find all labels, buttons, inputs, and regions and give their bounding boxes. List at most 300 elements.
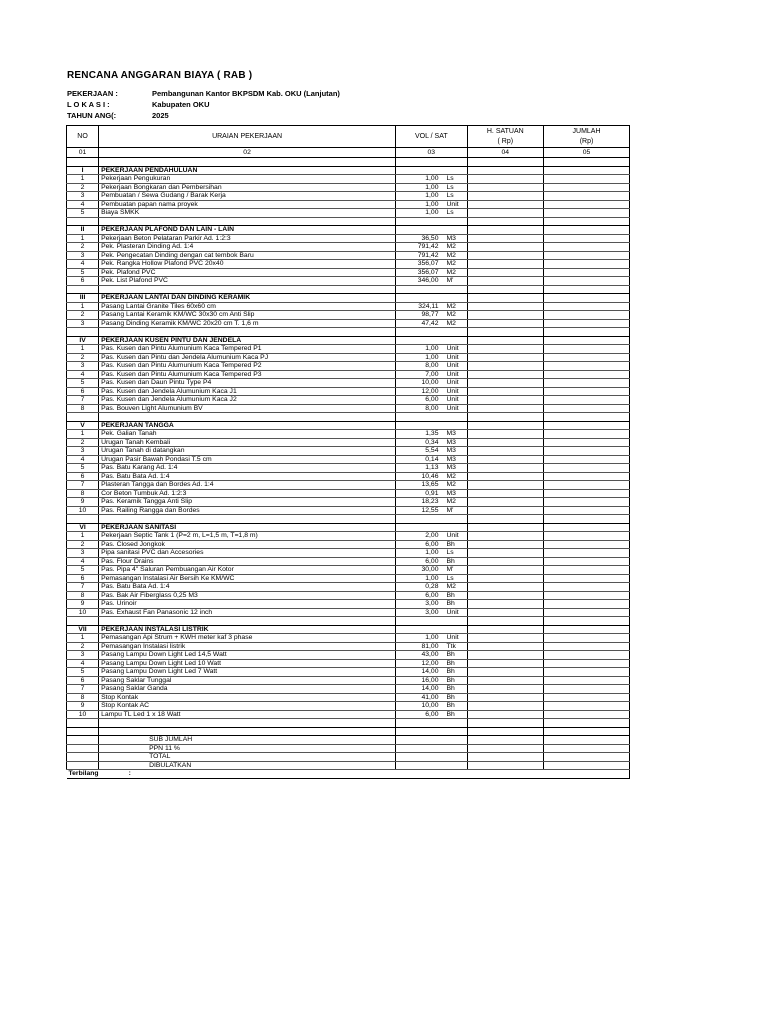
item-unit-price: [467, 438, 544, 447]
empty-cell: [99, 515, 396, 524]
item-number: 5: [67, 668, 99, 677]
item-description: Pas. Bak Air Fiberglass 0,25 M3: [99, 591, 396, 600]
item-volume: 7,00: [425, 370, 439, 378]
table-row: [67, 183, 630, 192]
volume-wrap: [398, 694, 464, 702]
empty-cell: [396, 744, 467, 753]
empty-cell: [467, 727, 544, 736]
item-unit: M2: [446, 498, 456, 505]
item-unit-price: [467, 302, 544, 311]
item-description: Pemasangan Api Strum + KWH meter kaf 3 phase: [99, 634, 396, 643]
item-unit: M2: [446, 268, 456, 276]
blank-row: [67, 617, 630, 626]
item-unit: Bh: [446, 591, 455, 599]
item-number: 1: [67, 234, 99, 243]
item-unit-price: [467, 710, 544, 719]
summary-row: [67, 753, 630, 762]
item-description: Pas. Batu Bata Ad. 1:4: [99, 583, 396, 592]
item-volume-cell: [396, 583, 467, 592]
item-description: Urugan Pasir Bawah Pondasi T.5 cm: [99, 455, 396, 464]
item-total: [544, 481, 630, 490]
item-number: 6: [67, 387, 99, 396]
item-unit: Ls: [446, 192, 454, 199]
item-unit: M': [446, 277, 454, 284]
item-volume-cell: [396, 192, 467, 201]
item-total: [544, 362, 630, 371]
section-number: IV: [67, 336, 99, 345]
item-number: 4: [67, 200, 99, 209]
empty-cell: [544, 727, 630, 736]
empty-cell: [99, 158, 396, 167]
item-total: [544, 591, 630, 600]
section-header-row: [67, 336, 630, 345]
item-total: [544, 319, 630, 328]
item-unit: Bh: [446, 685, 455, 692]
item-unit-price: [467, 404, 544, 413]
item-volume-cell: [396, 319, 467, 328]
empty-cell: [467, 719, 544, 728]
table-row: [67, 557, 630, 566]
item-unit-price: [467, 464, 544, 473]
volume-wrap: [398, 277, 464, 285]
item-unit-price: [467, 600, 544, 609]
item-unit: Bh: [446, 540, 455, 548]
item-unit-price: [467, 234, 544, 243]
item-unit: Ttk: [446, 642, 456, 650]
item-number: 2: [67, 243, 99, 252]
item-number: 5: [67, 464, 99, 473]
item-number: 10: [67, 608, 99, 617]
item-total: [544, 634, 630, 643]
table-row: [67, 574, 630, 583]
item-number: 9: [67, 498, 99, 507]
item-description: Pas. Kusen dan Jendela Alumunium Kaca J1: [99, 387, 396, 396]
empty-cell: [67, 328, 99, 337]
item-number: 7: [67, 583, 99, 592]
item-description: Pasang Lampu Down Light Led 14,5 Watt: [99, 651, 396, 660]
item-total: [544, 642, 630, 651]
item-unit-price: [467, 583, 544, 592]
item-total: [544, 192, 630, 201]
item-volume: 41,00: [421, 693, 439, 701]
item-description: Stop Kontak AC: [99, 702, 396, 711]
item-unit-price: [467, 608, 544, 617]
volume-wrap: [398, 243, 464, 251]
item-unit-price: [467, 634, 544, 643]
item-unit: M2: [446, 481, 456, 488]
item-number: 6: [67, 472, 99, 481]
item-unit: M2: [446, 302, 456, 310]
volume-wrap: [398, 600, 464, 608]
table-row: [67, 472, 630, 481]
item-unit-price: [467, 319, 544, 328]
empty-cell: [396, 770, 467, 779]
item-number: 7: [67, 396, 99, 405]
item-total: [544, 549, 630, 558]
section-title: PEKERJAAN PLAFOND DAN LAIN - LAIN: [99, 226, 396, 235]
item-unit-price: [467, 277, 544, 286]
empty-cell: [67, 217, 99, 226]
item-total: [544, 702, 630, 711]
blank-row: [67, 515, 630, 524]
item-description: Pek. Rangka Hollow Plafond PVC 20x40: [99, 260, 396, 269]
item-total: [544, 693, 630, 702]
meta-value: Kabupaten OKU: [152, 100, 210, 109]
item-unit: M2: [446, 260, 456, 267]
item-description: Pemasangan Instalasi Air Bersih Ke KM/WC: [99, 574, 396, 583]
item-volume-cell: [396, 702, 467, 711]
item-number: 10: [67, 710, 99, 719]
item-volume-cell: [396, 506, 467, 515]
item-volume: 1,13: [425, 464, 439, 471]
item-volume: 3,00: [425, 600, 439, 607]
item-number: 1: [67, 634, 99, 643]
volume-wrap: [398, 260, 464, 268]
table-row: [67, 464, 630, 473]
item-description: Pas. Flour Drains: [99, 557, 396, 566]
volume-wrap: [398, 311, 464, 319]
item-description: Pasang Saklar Tunggal: [99, 676, 396, 685]
item-total: [544, 345, 630, 354]
item-number: 1: [67, 175, 99, 184]
item-volume-cell: [396, 200, 467, 209]
item-volume-cell: [396, 642, 467, 651]
item-description: Urugan Tanah di datangkan: [99, 447, 396, 456]
item-total: [544, 472, 630, 481]
item-unit: Unit: [446, 404, 459, 412]
volume-wrap: [398, 175, 464, 183]
item-number: 6: [67, 676, 99, 685]
item-unit: M2: [446, 319, 456, 327]
item-unit: Bh: [446, 676, 455, 684]
item-unit-price: [467, 693, 544, 702]
header-harga-satuan-line2: ( Rp): [497, 137, 514, 145]
volume-wrap: [398, 320, 464, 328]
item-description: Pas. Kusen dan Pintu Alumunium Kaca Tempered P1: [99, 345, 396, 354]
empty-cell: [544, 744, 630, 753]
empty-cell: [467, 753, 544, 762]
volume-wrap: [398, 209, 464, 217]
item-volume-cell: [396, 634, 467, 643]
empty-cell: [544, 761, 630, 770]
volume-wrap: [398, 354, 464, 362]
item-unit: M3: [446, 489, 456, 497]
volume-wrap: [398, 269, 464, 277]
item-volume: 1,00: [425, 192, 439, 199]
item-volume-cell: [396, 685, 467, 694]
item-unit: Bh: [446, 557, 455, 565]
header-harga-satuan-line1: H. SATUAN: [486, 127, 524, 135]
item-volume-cell: [396, 183, 467, 192]
item-unit: M2: [446, 583, 456, 590]
table-row: [67, 481, 630, 490]
item-description: Pek. List Plafond PVC: [99, 277, 396, 286]
item-number: 3: [67, 651, 99, 660]
item-unit-price: [467, 642, 544, 651]
item-volume: 30,00: [421, 566, 439, 573]
table-row: [67, 600, 630, 609]
volume-wrap: [398, 396, 464, 404]
volume-wrap: [398, 303, 464, 311]
item-number: 5: [67, 268, 99, 277]
table-row: [67, 583, 630, 592]
table-row: [67, 676, 630, 685]
item-volume: 6,00: [425, 710, 439, 718]
item-unit-price: [467, 702, 544, 711]
empty-cell: [396, 166, 467, 175]
volume-wrap: [398, 498, 464, 506]
item-volume-cell: [396, 464, 467, 473]
section-header-row: [67, 294, 630, 303]
item-volume: 6,00: [425, 591, 439, 599]
item-unit-price: [467, 183, 544, 192]
table-row: [67, 192, 630, 201]
item-description: Pas. Bouven Light Alumunium BV: [99, 404, 396, 413]
blank-row: [67, 719, 630, 728]
item-volume: 1,00: [425, 175, 439, 182]
empty-cell: [544, 285, 630, 294]
empty-cell: [467, 744, 544, 753]
item-unit-price: [467, 472, 544, 481]
terbilang-cell: [67, 770, 396, 779]
table-row: [67, 710, 630, 719]
item-volume-cell: [396, 549, 467, 558]
col-number: 01: [67, 148, 99, 158]
table-row: [67, 642, 630, 651]
empty-cell: [67, 744, 99, 753]
empty-cell: [396, 158, 467, 167]
item-total: [544, 498, 630, 507]
item-volume-cell: [396, 591, 467, 600]
item-total: [544, 243, 630, 252]
section-header-row: [67, 625, 630, 634]
item-description: Pasang Dinding Keramik KM/WC 20x20 cm T. 1,6 m: [99, 319, 396, 328]
item-volume-cell: [396, 362, 467, 371]
section-title: PEKERJAAN SANITASI: [99, 523, 396, 532]
item-description: Pas. Kusen dan Pintu Alumunium Kaca Tempered P2: [99, 362, 396, 371]
item-unit-price: [467, 387, 544, 396]
item-volume: 1,00: [425, 183, 439, 191]
item-unit-price: [467, 574, 544, 583]
item-volume-cell: [396, 209, 467, 218]
item-total: [544, 234, 630, 243]
item-number: 2: [67, 540, 99, 549]
table-row: [67, 549, 630, 558]
empty-cell: [467, 761, 544, 770]
empty-cell: [67, 727, 99, 736]
item-description: Pas. Kusen dan Jendela Alumunium Kaca J2: [99, 396, 396, 405]
volume-wrap: [398, 702, 464, 710]
empty-cell: [396, 515, 467, 524]
item-total: [544, 251, 630, 260]
volume-wrap: [398, 643, 464, 651]
table-row: [67, 634, 630, 643]
table-row: [67, 591, 630, 600]
item-description: Pas. Batu Karang Ad. 1:4: [99, 464, 396, 473]
item-volume-cell: [396, 345, 467, 354]
item-total: [544, 506, 630, 515]
item-volume: 6,00: [425, 396, 439, 403]
empty-cell: [396, 421, 467, 430]
empty-cell: [396, 753, 467, 762]
item-volume-cell: [396, 600, 467, 609]
item-volume-cell: [396, 557, 467, 566]
item-number: 3: [67, 447, 99, 456]
item-total: [544, 175, 630, 184]
item-number: 2: [67, 183, 99, 192]
meta-label: PEKERJAAN :: [67, 89, 118, 98]
item-volume: 356,07: [417, 260, 439, 267]
item-unit: M2: [446, 243, 456, 250]
item-total: [544, 574, 630, 583]
item-volume-cell: [396, 608, 467, 617]
volume-wrap: [398, 473, 464, 481]
item-description: Pekerjaan Bongkaran dan Pembersihan: [99, 183, 396, 192]
item-volume: 12,00: [421, 659, 439, 667]
table-row: [67, 659, 630, 668]
volume-wrap: [398, 464, 464, 472]
item-unit-price: [467, 455, 544, 464]
item-volume: 2,00: [425, 532, 439, 539]
item-volume-cell: [396, 260, 467, 269]
empty-cell: [67, 617, 99, 626]
empty-cell: [467, 166, 544, 175]
item-volume: 10,46: [421, 472, 439, 480]
item-unit-price: [467, 532, 544, 541]
empty-cell: [396, 523, 467, 532]
item-volume: 98,77: [421, 311, 439, 318]
item-unit-price: [467, 345, 544, 354]
item-volume: 346,00: [417, 277, 439, 284]
item-volume: 0,14: [425, 455, 439, 463]
empty-cell: [99, 727, 396, 736]
item-volume-cell: [396, 659, 467, 668]
item-description: Pas. Kusen dan Pintu dan Jendela Alumunium Kaca PJ: [99, 353, 396, 362]
blank-row: [67, 727, 630, 736]
item-number: 8: [67, 693, 99, 702]
item-number: 1: [67, 302, 99, 311]
item-volume-cell: [396, 447, 467, 456]
volume-wrap: [398, 566, 464, 574]
section-title: PEKERJAAN TANGGA: [99, 421, 396, 430]
item-description: Plasteran Tangga dan Bordes Ad. 1:4: [99, 481, 396, 490]
empty-cell: [467, 336, 544, 345]
volume-wrap: [398, 668, 464, 676]
section-title: PEKERJAAN KUSEN PINTU DAN JENDELA: [99, 336, 396, 345]
volume-wrap: [398, 388, 464, 396]
section-header-row: [67, 421, 630, 430]
item-unit-price: [467, 591, 544, 600]
item-total: [544, 651, 630, 660]
item-number: 10: [67, 506, 99, 515]
empty-cell: [467, 515, 544, 524]
item-number: 8: [67, 591, 99, 600]
table-row: [67, 251, 630, 260]
item-total: [544, 200, 630, 209]
item-volume-cell: [396, 251, 467, 260]
volume-wrap: [398, 362, 464, 370]
item-volume: 1,35: [425, 430, 439, 437]
item-unit: Unit: [446, 532, 459, 539]
volume-wrap: [398, 541, 464, 549]
item-number: 7: [67, 481, 99, 490]
document-title: RENCANA ANGGARAN BIAYA ( RAB ): [67, 70, 253, 81]
item-volume-cell: [396, 574, 467, 583]
item-volume: 18,23: [421, 498, 439, 505]
volume-wrap: [398, 456, 464, 464]
item-total: [544, 489, 630, 498]
item-volume-cell: [396, 243, 467, 252]
section-header-row: [67, 166, 630, 175]
item-number: 2: [67, 642, 99, 651]
item-unit-price: [467, 353, 544, 362]
table-row: [67, 379, 630, 388]
section-number: V: [67, 421, 99, 430]
empty-cell: [396, 285, 467, 294]
item-unit: M3: [446, 430, 456, 437]
item-number: 4: [67, 455, 99, 464]
item-total: [544, 532, 630, 541]
item-unit-price: [467, 481, 544, 490]
item-unit-price: [467, 498, 544, 507]
item-total: [544, 710, 630, 719]
item-unit-price: [467, 209, 544, 218]
item-volume: 1,00: [425, 200, 439, 208]
item-volume-cell: [396, 311, 467, 320]
item-total: [544, 557, 630, 566]
empty-cell: [467, 413, 544, 422]
empty-cell: [99, 719, 396, 728]
volume-wrap: [398, 430, 464, 438]
header-jumlah-line1: JUMLAH: [572, 127, 601, 135]
item-unit-price: [467, 430, 544, 439]
section-title: PEKERJAAN PENDAHULUAN: [99, 166, 396, 175]
item-description: Pekerjaan Pengukuran: [99, 175, 396, 184]
item-description: Biaya SMKK: [99, 209, 396, 218]
item-unit: Unit: [446, 379, 459, 386]
empty-cell: [67, 158, 99, 167]
header-vol-sat: VOL / SAT: [396, 126, 467, 148]
item-volume-cell: [396, 268, 467, 277]
item-volume: 81,00: [421, 642, 439, 650]
summary-row: [67, 761, 630, 770]
table-row: [67, 404, 630, 413]
item-number: 8: [67, 404, 99, 413]
volume-wrap: [398, 634, 464, 642]
empty-cell: [467, 285, 544, 294]
item-unit: Bh: [446, 659, 455, 667]
item-total: [544, 685, 630, 694]
item-unit-price: [467, 379, 544, 388]
item-number: 5: [67, 379, 99, 388]
item-unit-price: [467, 659, 544, 668]
item-volume: 0,28: [425, 583, 439, 590]
item-number: 4: [67, 557, 99, 566]
item-unit: M3: [446, 447, 456, 454]
item-volume: 1,00: [425, 209, 439, 216]
section-number: VII: [67, 625, 99, 634]
item-unit: Ls: [446, 209, 454, 216]
item-total: [544, 540, 630, 549]
item-number: 4: [67, 659, 99, 668]
empty-cell: [67, 515, 99, 524]
item-unit-price: [467, 362, 544, 371]
empty-cell: [99, 413, 396, 422]
item-description: Pek. Plafond PVC: [99, 268, 396, 277]
volume-wrap: [398, 685, 464, 693]
item-number: 3: [67, 319, 99, 328]
item-number: 5: [67, 566, 99, 575]
